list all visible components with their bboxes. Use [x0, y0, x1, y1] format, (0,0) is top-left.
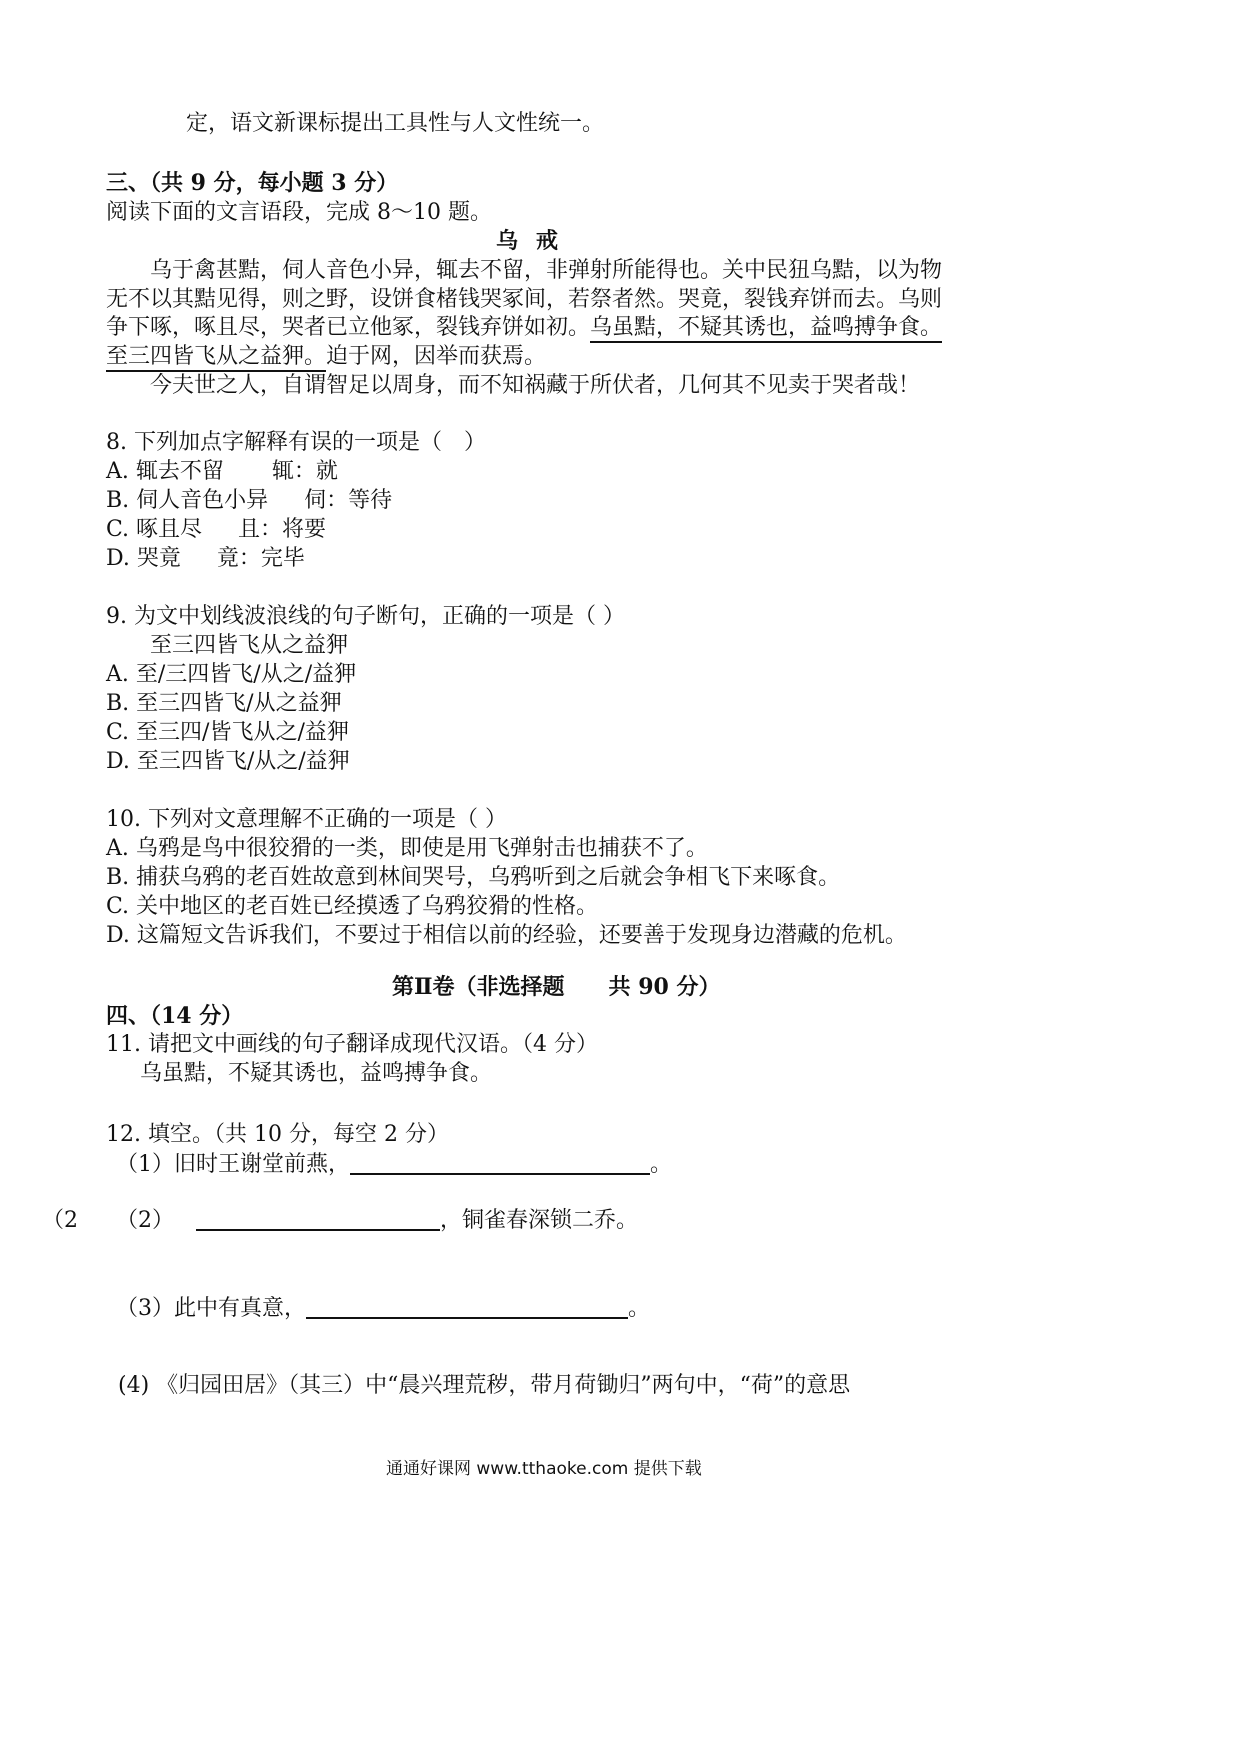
- passage-line-1: 乌于禽甚黠，伺人音色小异，辄去不留，非弹射所能得也。关中民狃乌黠，以为物: [150, 258, 943, 283]
- q12-item-3: [116, 1294, 650, 1324]
- q12-item-4: (4) 《归园田居》（其三）中“晨兴理荒秽，带月荷锄归”两句中，“荷”的意思: [118, 1373, 851, 1398]
- q8-option-d: [106, 544, 305, 574]
- q12-blank-3[interactable]: [306, 1297, 628, 1319]
- q12-item-3-suffix: 。: [628, 1296, 651, 1321]
- q12-margin-mark: （2: [42, 1208, 78, 1233]
- q9-stem: 9. 为文中划线波浪线的句子断句，正确的一项是（ ）: [106, 604, 625, 629]
- passage-line-3-plain: 争下啄，啄且尽，哭者已立他冢，裂钱弃饼如初。: [106, 315, 591, 340]
- section3-header: 三、（共 9 分，每小题 3 分）: [106, 170, 399, 196]
- q8-stem: 8. 下列加点字解释有误的一项是（ ）: [106, 430, 486, 455]
- q10-option-c: C. 关中地区的老百姓已经摸透了乌鸦狡猾的性格。: [106, 894, 599, 919]
- q9-option-b: B. 至三四皆飞/从之益狎: [106, 691, 342, 716]
- q8-option-c-gloss: 且：将要: [238, 517, 327, 542]
- section3-instruction: 阅读下面的文言语段，完成 8～10 题。: [106, 200, 492, 225]
- q12-item-1-suffix: 。: [650, 1152, 673, 1177]
- passage-line-4: [106, 342, 546, 372]
- q8-option-d-gloss: 竟：完毕: [216, 546, 305, 571]
- q12-item-3-prefix: （3）此中有真意，: [116, 1296, 306, 1321]
- q12-item-2: [116, 1206, 638, 1236]
- part2-header: 第Ⅱ卷（非选择题 共 90 分）: [392, 974, 721, 1000]
- q10-option-b: B. 捕获乌鸦的老百姓故意到林间哭号，乌鸦听到之后就会争相飞下来啄食。: [106, 865, 841, 890]
- passage-line-4-plain: 迫于网，因举而获焉。: [326, 344, 547, 369]
- q8-option-a-text: A. 辄去不留: [106, 459, 224, 484]
- top-line: 定，语文新课标提出工具性与人文性统一。: [186, 111, 605, 136]
- q8-option-b-text: B. 伺人音色小异: [106, 488, 269, 513]
- passage-paragraph-2: 今夫世之人，自谓智足以周身，而不知祸藏于所伏者，几何其不见卖于哭者哉！: [150, 373, 921, 398]
- q11-stem: 11. 请把文中画线的句子翻译成现代汉语。（4 分）: [106, 1032, 598, 1057]
- q8-option-a-gloss: 辄：就: [271, 459, 338, 484]
- q8-option-d-text: D. 哭竟: [106, 546, 181, 571]
- q10-stem: 10. 下列对文意理解不正确的一项是（ ）: [106, 807, 507, 832]
- passage-line-2: 无不以其黠见得，则之野，设饼食楮钱哭冢间，若祭者然。哭竟，裂钱弃饼而去。乌则: [106, 287, 943, 312]
- q10-option-a: A. 乌鸦是鸟中很狡猾的一类，即使是用飞弹射击也捕获不了。: [106, 836, 708, 861]
- q9-option-a: A. 至/三四皆飞/从之/益狎: [106, 662, 357, 687]
- q12-item-2-suffix: ，铜雀春深锁二乔。: [440, 1208, 639, 1233]
- page-footer: 通通好课网 www.tthaoke.com 提供下载: [386, 1459, 702, 1479]
- q12-blank-2[interactable]: [196, 1209, 440, 1231]
- q12-stem: 12. 填空。（共 10 分，每空 2 分）: [106, 1122, 449, 1147]
- q8-option-c: [106, 515, 326, 545]
- q12-blank-1[interactable]: [350, 1153, 650, 1175]
- section4-header: 四、（14 分）: [106, 1003, 244, 1029]
- q8-option-a: [106, 457, 338, 487]
- q11-sentence: 乌虽黠，不疑其诱也，益鸣搏争食。: [140, 1061, 493, 1086]
- q9-option-d: D. 至三四皆飞/从之/益狎: [106, 749, 350, 774]
- q12-item-2-prefix: （2）: [116, 1208, 174, 1233]
- q12-item-1-prefix: （1）旧时王谢堂前燕，: [116, 1152, 350, 1177]
- q9-sentence: 至三四皆飞从之益狎: [150, 633, 349, 658]
- q8-option-b-gloss: 伺：等待: [304, 488, 393, 513]
- q8-option-c-text: C. 啄且尽: [106, 517, 203, 542]
- passage-title: 乌戒: [496, 228, 577, 254]
- q8-option-b: [106, 486, 392, 516]
- q9-option-c: C. 至三四/皆飞从之/益狎: [106, 720, 349, 745]
- underlined-sentence-part-2: 至三四皆飞从之益狎。: [106, 344, 326, 372]
- underlined-sentence-part-1: 乌虽黠，不疑其诱也，益鸣搏争食。: [590, 315, 942, 343]
- q10-option-d: D. 这篇短文告诉我们，不要过于相信以前的经验，还要善于发现身边潜藏的危机。: [106, 923, 907, 948]
- passage-line-3: [106, 313, 942, 343]
- q12-item-1: [116, 1150, 672, 1180]
